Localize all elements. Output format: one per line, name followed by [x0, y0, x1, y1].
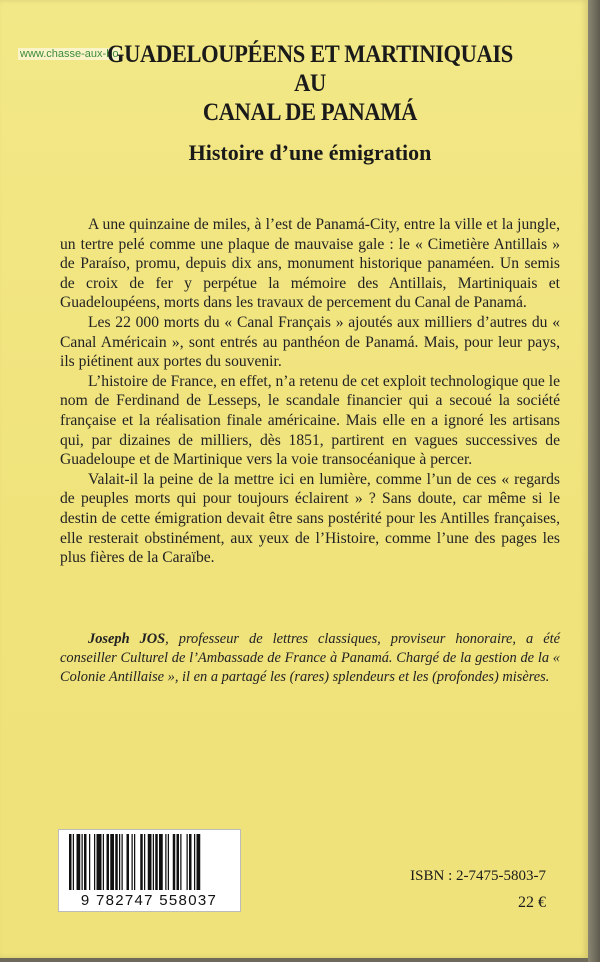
title-line-3: CANAL DE PANAMÁ — [202, 99, 418, 126]
blurb-paragraph-1: A une quinzaine de miles, à l’est de Panamá-City, entre la ville et la jungle, un tertre pelé comme une plaque de mauvaise gale : le « Cimetière Antillais » de Paraíso, promu, depuis dix ans, monument historique panaméen. Un semis de croix de fer y perpétue la mémoire des Antillais, Martiniquais et Guadeloupéens, morts dans les travaux de percement du Canal de Panamá. — [60, 216, 560, 312]
author-bio-paragraph — [60, 630, 560, 687]
barcode-number: 9 782747 558037 — [80, 892, 218, 909]
author-bio — [60, 630, 560, 687]
title-line-1: GUADELOUPÉENS ET MARTINIQUAIS — [107, 41, 513, 68]
barcode-bars — [67, 834, 232, 890]
subtitle: Histoire d’une émigration — [188, 140, 432, 165]
watermark-link[interactable]: www.chasse-aux-bo — [20, 48, 119, 60]
page-edge-shadow — [588, 0, 600, 962]
blurb — [60, 215, 560, 568]
isbn: ISBN : 2-7475-5803-7 — [410, 868, 546, 884]
blurb-paragraph-3: L’histoire de France, en effet, n’a retenu de cet exploit technologique que le nom de Ferdinand de Lesseps, le scandale financier qui a secoué la société française et la réalisation finale américaine. Mais elle en a ignoré les artisans qui, par dizaines de milliers, dès 1851, partirent en vagues successives de Guadeloupe et de Martinique vers la voie transocéanique à percer. — [60, 372, 560, 469]
title-block — [70, 40, 550, 166]
author-name: Joseph JOS — [88, 631, 166, 647]
author-bio-text: , professeur de lettres classiques, proviseur honoraire, a été conseiller Culturel de l’Ambassade de France à Panamá. Chargé de la gestion de la « Colonie Antillaise », il en a partagé les (rares) splendeurs et les (profondes) misères. — [60, 631, 560, 685]
title-line-2: AU — [294, 70, 326, 97]
blurb-paragraph-4: Valait-il la peine de la mettre ici en lumière, comme l’un de ces « regards de peuples morts qui pour toujours éclairent » ? Sans doute, car même si le destin de cette émigration devait être sans postérité pour les Antilles françaises, elle resterait obstinément, aux yeux de l’Histoire, comme l’une des pages les plus fières de la Caraïbe. — [60, 470, 560, 567]
barcode — [58, 829, 241, 912]
blurb-paragraph-2: Les 22 000 morts du « Canal Français » ajoutés aux milliers d’autres du « Canal Américain », sont entrés au panthéon de Panamá. Mais, pour leur pays, ils piétinent aux portes du souvenir. — [60, 313, 560, 371]
price: 22 € — [518, 894, 546, 911]
